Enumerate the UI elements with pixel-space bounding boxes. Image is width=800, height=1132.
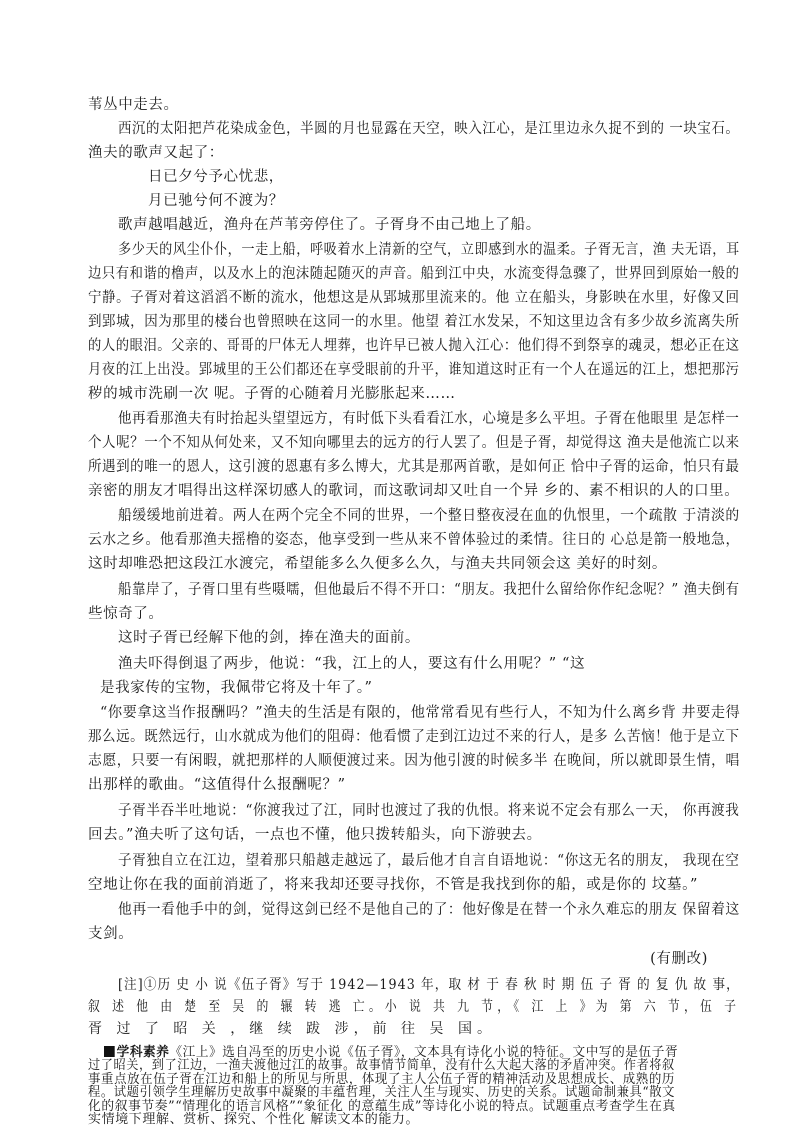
text-line: 渔夫的歌声又起了：: [88, 145, 224, 161]
text-line: 多少天的风尘仆仆，一走上船，呼吸着水上清新的空气，立即感到水的温柔。子胥无言，渔 夫无语，耳: [118, 242, 740, 258]
text-line: 的人的眼泪。父亲的、哥哥的尸体无人埋葬，也许早已被人抛入江心：他们得不到祭享的魂灵，想必正在这: [88, 338, 740, 354]
text-line: 是我家传的宝物，我佩带它将及十年了。”: [100, 680, 373, 696]
text-line: 回去。”渔夫听了这句话，一点也不懂，他只拨转船头，向下游驶去。: [88, 827, 542, 843]
footnote-line: 胥 过 了 昭 关 ，继 续 跋 涉，前 往 吴 国。: [88, 1021, 496, 1037]
text-line: 秽的城市洗刷一次 呢。子胥的心随着月光膨胀起来……: [88, 386, 456, 402]
poem-line: 月已驰兮何不渡为？: [148, 193, 284, 209]
text-line: 月夜的江上出没。郢城里的王公们都还在享受眼前的升平，谁知道这时正有一个人在遥远的江上，想把那污: [88, 362, 740, 378]
text-line: 边只有和谐的橹声，以及水上的泡沫随起随灭的声音。船到江中央，水流变得急骤了，世界回到原始一般的: [88, 266, 740, 282]
footnote-line: [注]①历 史 小 说《伍子胥》写于 1942—1943 年，取 材 于 春 秋 时 期 伍 子 胥 的 复 仇 故 事，: [118, 977, 740, 993]
text-line: 那么远。既然远行，山水就成为他们的阻碍：他看惯了走到江边过不来的行人，是多 么苦恼！他于是立下: [88, 729, 740, 745]
poem-line: 日已夕兮予心忧悲，: [148, 169, 284, 185]
text-line: 云水之乡。他看那渔夫摇橹的姿态，他享受到一些从来不曾体验过的柔情。往日的 心总是箭一般地急，: [88, 532, 740, 548]
text-line: 些惊奇了。: [88, 606, 164, 622]
text-line: 亲密的朋友才唱得出这样深切感人的歌词，而这歌词却又吐自一个异 乡的、素不相识的人的口里。: [88, 483, 740, 499]
text-line: 支剑。: [88, 926, 134, 942]
text-line: 子胥半吞半吐地说：“你渡我过了江，同时也渡过了我的仇恨。将来说不定会有那么一天， 你再渡我: [118, 803, 740, 819]
literacy-text: 《江上》选自冯至的历史小说《伍子胥》，文本具有诗化小说的特征。文中写的是伍子胥: [169, 1045, 679, 1060]
text-line: 船靠岸了，子胥口里有些嗫嚅，但他最后不得不开口：“朋友。我把什么留给你作纪念呢？” 渔夫倒有: [118, 582, 740, 598]
text-line: 苇丛中走去。: [88, 97, 179, 113]
text-line: 西沉的太阳把芦花染成金色，半圆的月也显露在天空，映入江心，是江里边永久捉不到的 一块宝石。: [118, 121, 740, 137]
literacy-line: 化的叙事节奏”“情理化的语言风格”“象征化 的意蕴生成”等诗化小说的特点。试题重点考查学生在真: [88, 1098, 676, 1114]
literacy-label: 学科素养: [116, 1045, 170, 1060]
text-line: 子胥独自立在江边，望着那只船越走越远了，最后他才自言自语地说：“你这无名的朋友， 我现在空: [118, 853, 740, 869]
text-line: 出那样的歌曲。“这值得什么报酬呢？”: [88, 777, 346, 793]
text-line: 船缓缓地前进着。两人在两个完全不同的世界，一个整日整夜浸在血的仇恨里，一个疏散 于清淡的: [118, 508, 740, 524]
text-line: 志愿，只要一有闲暇，就把那样的人顺便渡过来。因为他引渡的时候多半 在晚间，所以就即景生情，唱: [88, 753, 740, 769]
text-line: 他再一看他手中的剑，觉得这剑已经不是他自己的了：他好像是在替一个永久难忘的朋友 保留着这: [118, 902, 740, 918]
edit-note: (有删改): [650, 951, 708, 967]
text-line: “你要拿这当作报酬吗？”渔夫的生活是有限的，他常常看见有些行人，不知为什么离乡背 井要走得: [100, 705, 741, 721]
text-line: 歌声越唱越近，渔舟在芦苇旁停住了。子胥身不由己地上了船。: [118, 217, 541, 233]
text-line: 这时却唯恐把这段江水渡完，希望能多么久便多么久，与渔夫共同领会这 美好的时刻。: [88, 556, 668, 572]
text-line: 他再看那渔夫有时抬起头望望远方，有时低下头看看江水，心境是多么平坦。子胥在他眼里 是怎样一: [118, 411, 740, 427]
square-bullet-icon: [104, 1046, 115, 1057]
text-line: 宁静。子胥对着这滔滔不断的流水，他想这是从郢城那里流来的。他 立在船头，身影映在水里，好像又回: [88, 290, 740, 306]
literacy-line: 事重点放在伍子胥在江边和船上的所见与所思，体现了主人公伍子胥的精神活动及思想成长、成熟的历: [88, 1071, 675, 1087]
literacy-line: 过了昭关，到了江边，一渔夫渡他过江的故事。故事情节简单，没有什么大起大落的矛盾冲突。作者将叙: [88, 1058, 675, 1074]
footnote-line: 叙 述 他 由 楚 至 吴 的 辗 转 逃 亡。小 说 共 九 节，《 江 上 》为 第 六 节，伍 子: [88, 999, 741, 1015]
text-line: 所遇到的唯一的恩人，这引渡的恩惠有多么博大，尤其是那两首歌，是如何正 恰中子胥的运命，怕只有最: [88, 459, 740, 475]
text-line: 空地让你在我的面前消逝了，将来我却还要寻找你，不管是我找到你的船，或是你的 坟墓。”: [88, 877, 698, 893]
text-line: 这时子胥已经解下他的剑，捧在渔夫的面前。: [118, 630, 420, 646]
text-line: 到郢城，因为那里的楼台也曾照映在这同一的水里。他望 着江水发呆，不知这里边含有多少故乡流离失所: [88, 314, 740, 330]
text-line: 渔夫吓得倒退了两步，他说：“我，江上的人，要这有什么用呢？” “这: [118, 656, 586, 672]
text-line: 个人呢？一个不知从何处来，又不知向哪里去的远方的行人罢了。但是子胥，却觉得这 渔夫是他流亡以来: [88, 435, 740, 451]
literacy-line: 实情境下理解、赏析、探究、个性化 解读文本的能力。: [88, 1112, 420, 1127]
literacy-line: 程。试题引领学生理解历史故事中凝聚的丰蕴哲理，关注人生与现实、历史的关系。试题命制兼具“散文: [88, 1085, 676, 1101]
